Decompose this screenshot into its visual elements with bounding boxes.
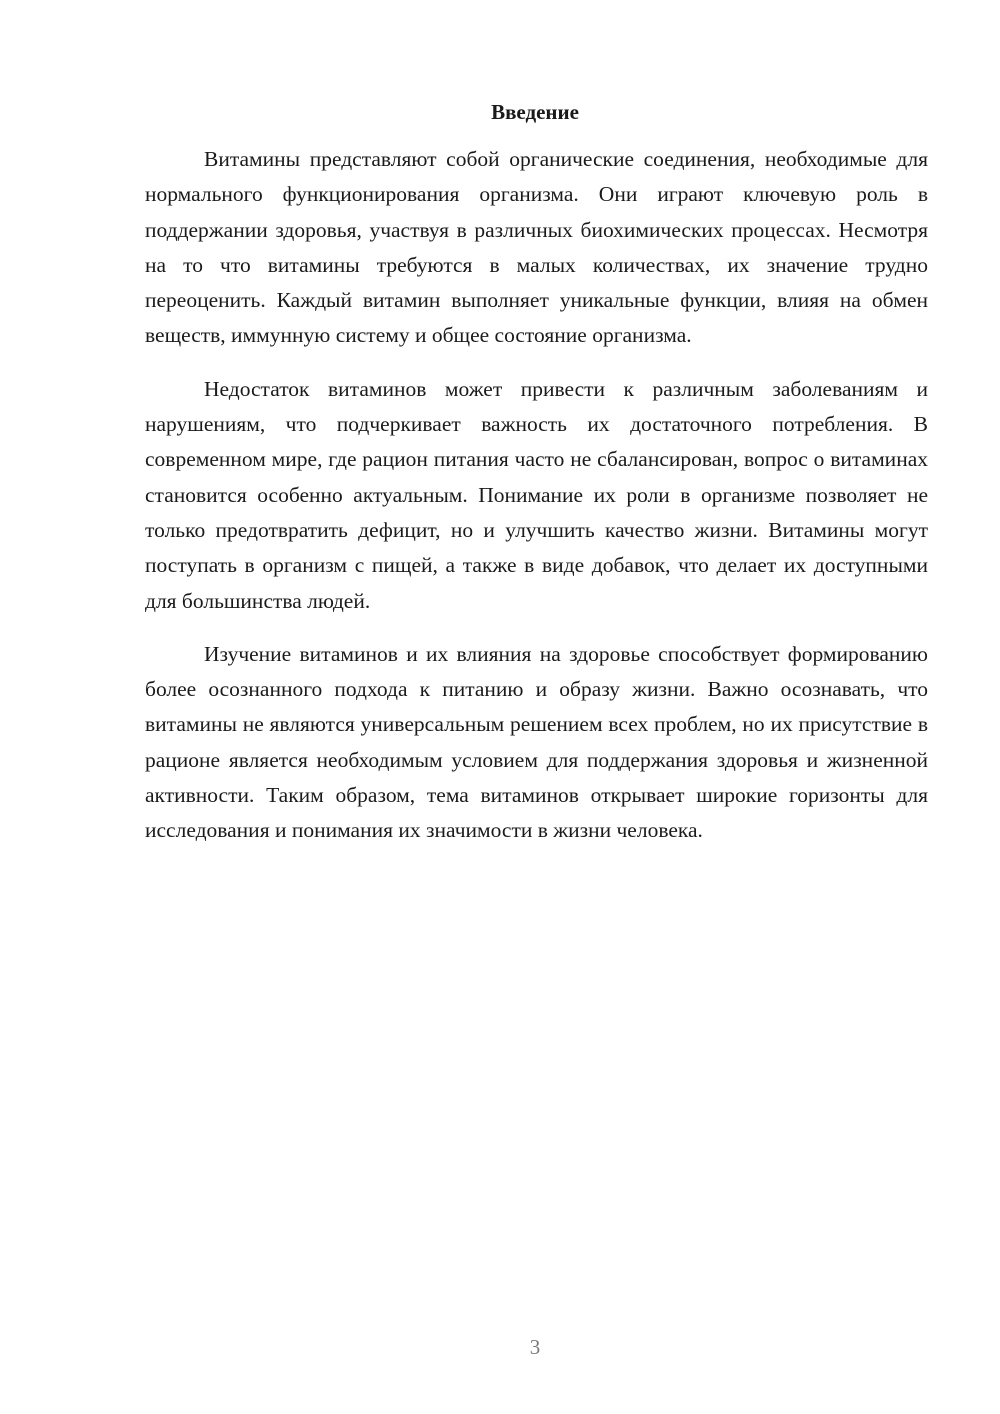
paragraph-2: Недостаток витаминов может привести к различным заболеваниям и нарушениям, что подчеркивает важность их достаточного потребления. В современном мире, где рацион питания часто не сбалансирован, вопрос о витаминах становится особенно актуальным. Понимание их роли в организме позволяет не только предотвратить дефицит, но и улучшить качество жизни. Витамины могут поступать в организм с пищей, а также в виде добавок, что делает их доступными для большинства людей. (145, 376, 928, 613)
section-heading: Введение (491, 100, 579, 124)
body-text (145, 142, 928, 867)
paragraph-1: Витамины представляют собой органические соединения, необходимые для нормального функционирования организма. Они играют ключевую роль в поддержании здоровья, участвуя в различных биохимических процессах. Несмотря на то что витамины требуются в малых количествах, их значение трудно переоценить. Каждый витамин выполняет уникальные функции, влияя на обмен веществ, иммунную систему и общее состояние организма. (145, 147, 928, 348)
paragraph-3: Изучение витаминов и их влияния на здоровье способствует формированию более осознанного подхода к питанию и образу жизни. Важно осознавать, что витамины не являются универсальным решением всех проблем, но их присутствие в рационе является необходимым условием для поддержания здоровья и жизненной активности. Таким образом, тема витаминов открывает широкие горизонты для исследования и понимания их значимости в жизни человека. (145, 641, 928, 843)
page-number: 3 (529, 1335, 541, 1359)
